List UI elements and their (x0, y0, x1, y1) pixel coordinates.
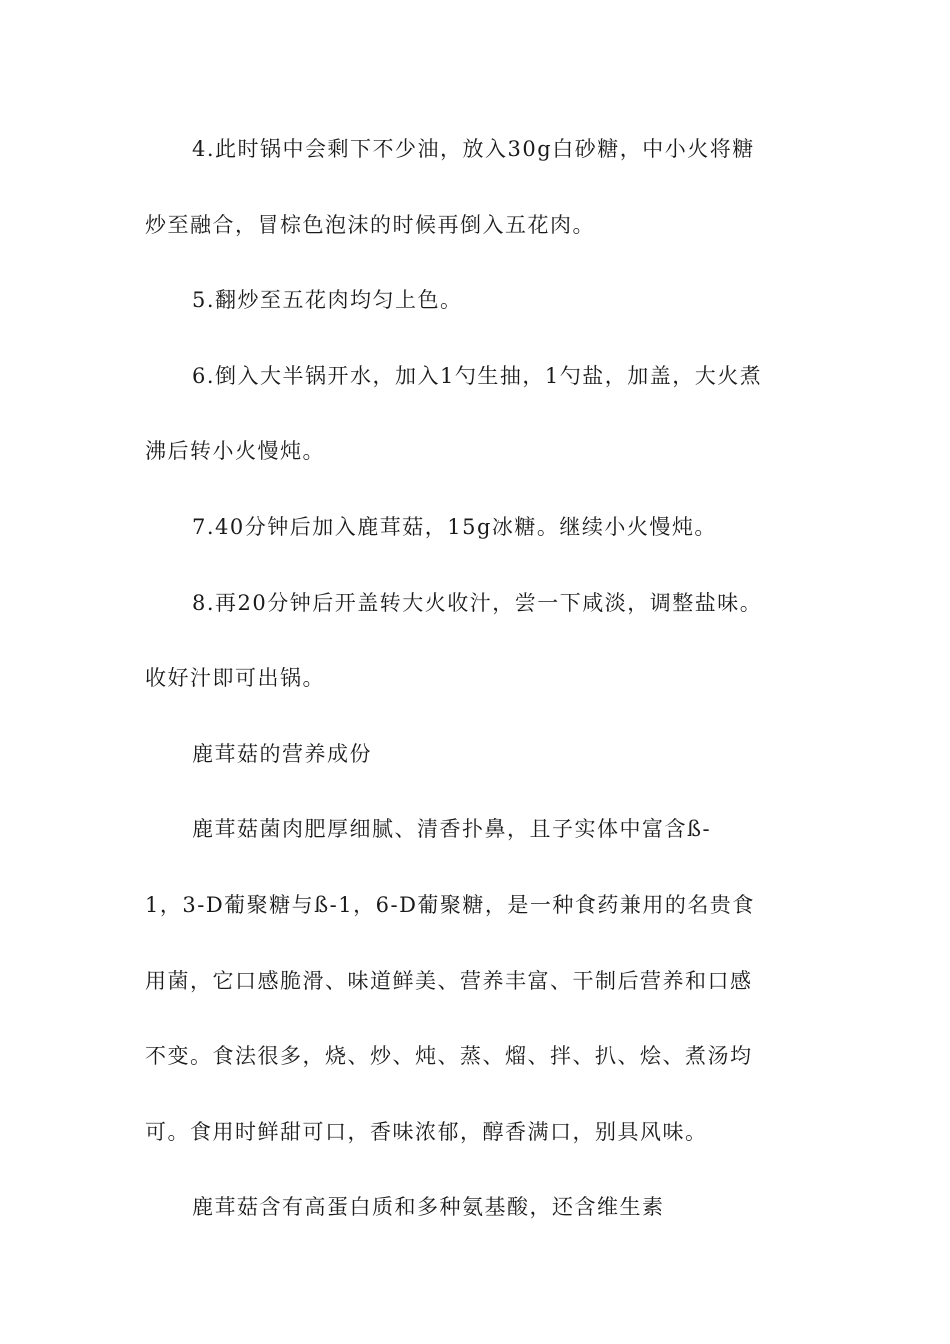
paragraph-2-line-1: 鹿茸菇含有高蛋白质和多种氨基酸，还含维生素 (192, 1195, 665, 1220)
step-7-line: 7.40分钟后加入鹿茸菇，15g冰糖。继续小火慢炖。 (192, 514, 717, 539)
paragraph-1-line-2: 1，3-D葡聚糖与ß-1，6-D葡聚糖，是一种食药兼用的名贵食 (145, 892, 755, 917)
step-8-line-2: 收好汁即可出锅。 (145, 666, 325, 691)
step-4-line-1: 4.此时锅中会剩下不少油，放入30g白砂糖，中小火将糖 (192, 137, 755, 161)
paragraph-1-line-4: 不变。食法很多，烧、炒、炖、蒸、熘、拌、扒、烩、煮汤均 (145, 1044, 753, 1069)
step-4-line-2: 炒至融合，冒棕色泡沫的时候再倒入五花肉。 (145, 212, 595, 237)
step-6-line-2: 沸后转小火慢炖。 (145, 439, 325, 464)
step-5-line: 5.翻炒至五花肉均匀上色。 (192, 288, 463, 313)
paragraph-1-line-3: 用菌，它口感脆滑、味道鲜美、营养丰富、干制后营养和口感 (145, 968, 753, 993)
paragraph-1-line-5: 可。食用时鲜甜可口，香味浓郁，醇香满口，别具风味。 (145, 1119, 708, 1144)
section-heading: 鹿茸菇的营养成份 (192, 741, 372, 766)
paragraph-1-line-1: 鹿茸菇菌肉肥厚细腻、清香扑鼻，且子实体中富含ß- (192, 817, 712, 842)
step-6-line-1: 6.倒入大半锅开水，加入1勺生抽，1勺盐，加盖，大火煮 (192, 363, 763, 388)
step-8-line-1: 8.再20分钟后开盖转大火收汁，尝一下咸淡，调整盐味。 (192, 590, 763, 615)
document-body (145, 131, 810, 1265)
